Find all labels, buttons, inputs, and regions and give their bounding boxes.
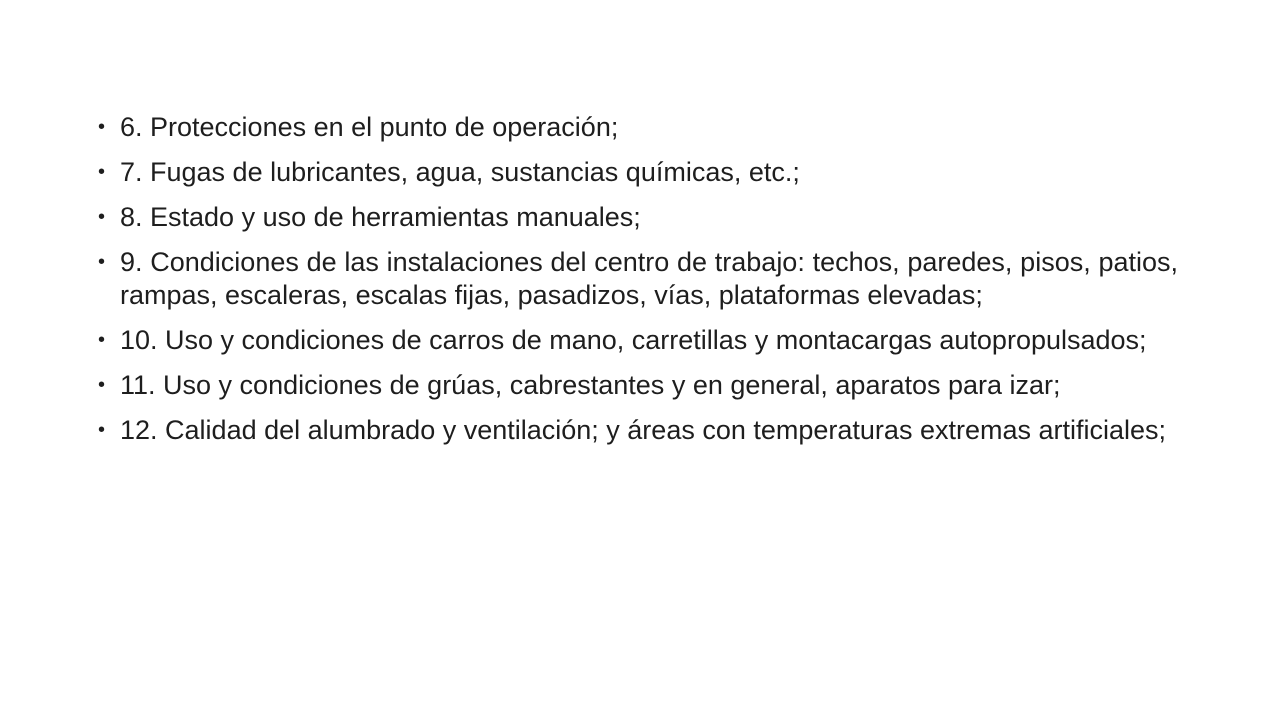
- bullet-icon: •: [98, 374, 106, 396]
- bullet-icon: •: [98, 161, 106, 183]
- list-item-text: 6. Protecciones en el punto de operación;: [120, 112, 619, 142]
- bullet-icon: •: [98, 329, 106, 351]
- list-item-text: 9. Condiciones de las instalaciones del centro de trabajo: techos, paredes, pisos, patios, rampas, escaleras, escalas fijas, pasadizos, vías, plataformas elevadas;: [120, 247, 1178, 310]
- list-item: [98, 324, 1178, 357]
- list-item: [98, 111, 1178, 144]
- bullet-icon: •: [98, 116, 106, 138]
- list-item: [98, 156, 1178, 189]
- list-item-text: 8. Estado y uso de herramientas manuales;: [120, 202, 641, 232]
- list-item: [98, 369, 1178, 402]
- list-item: [98, 201, 1178, 234]
- bullet-icon: •: [98, 206, 106, 228]
- bullet-icon: •: [98, 251, 106, 273]
- list-item: [98, 246, 1178, 312]
- list-item-text: 7. Fugas de lubricantes, agua, sustancias químicas, etc.;: [120, 157, 800, 187]
- list-item-text: 11. Uso y condiciones de grúas, cabrestantes y en general, aparatos para izar;: [120, 370, 1061, 400]
- list-item-text: 12. Calidad del alumbrado y ventilación; y áreas con temperaturas extremas artificiales;: [120, 415, 1167, 445]
- list-item: [98, 414, 1178, 447]
- bullet-list: [98, 111, 1178, 459]
- bullet-icon: •: [98, 419, 106, 441]
- list-item-text: 10. Uso y condiciones de carros de mano, carretillas y montacargas autopropulsados;: [120, 325, 1147, 355]
